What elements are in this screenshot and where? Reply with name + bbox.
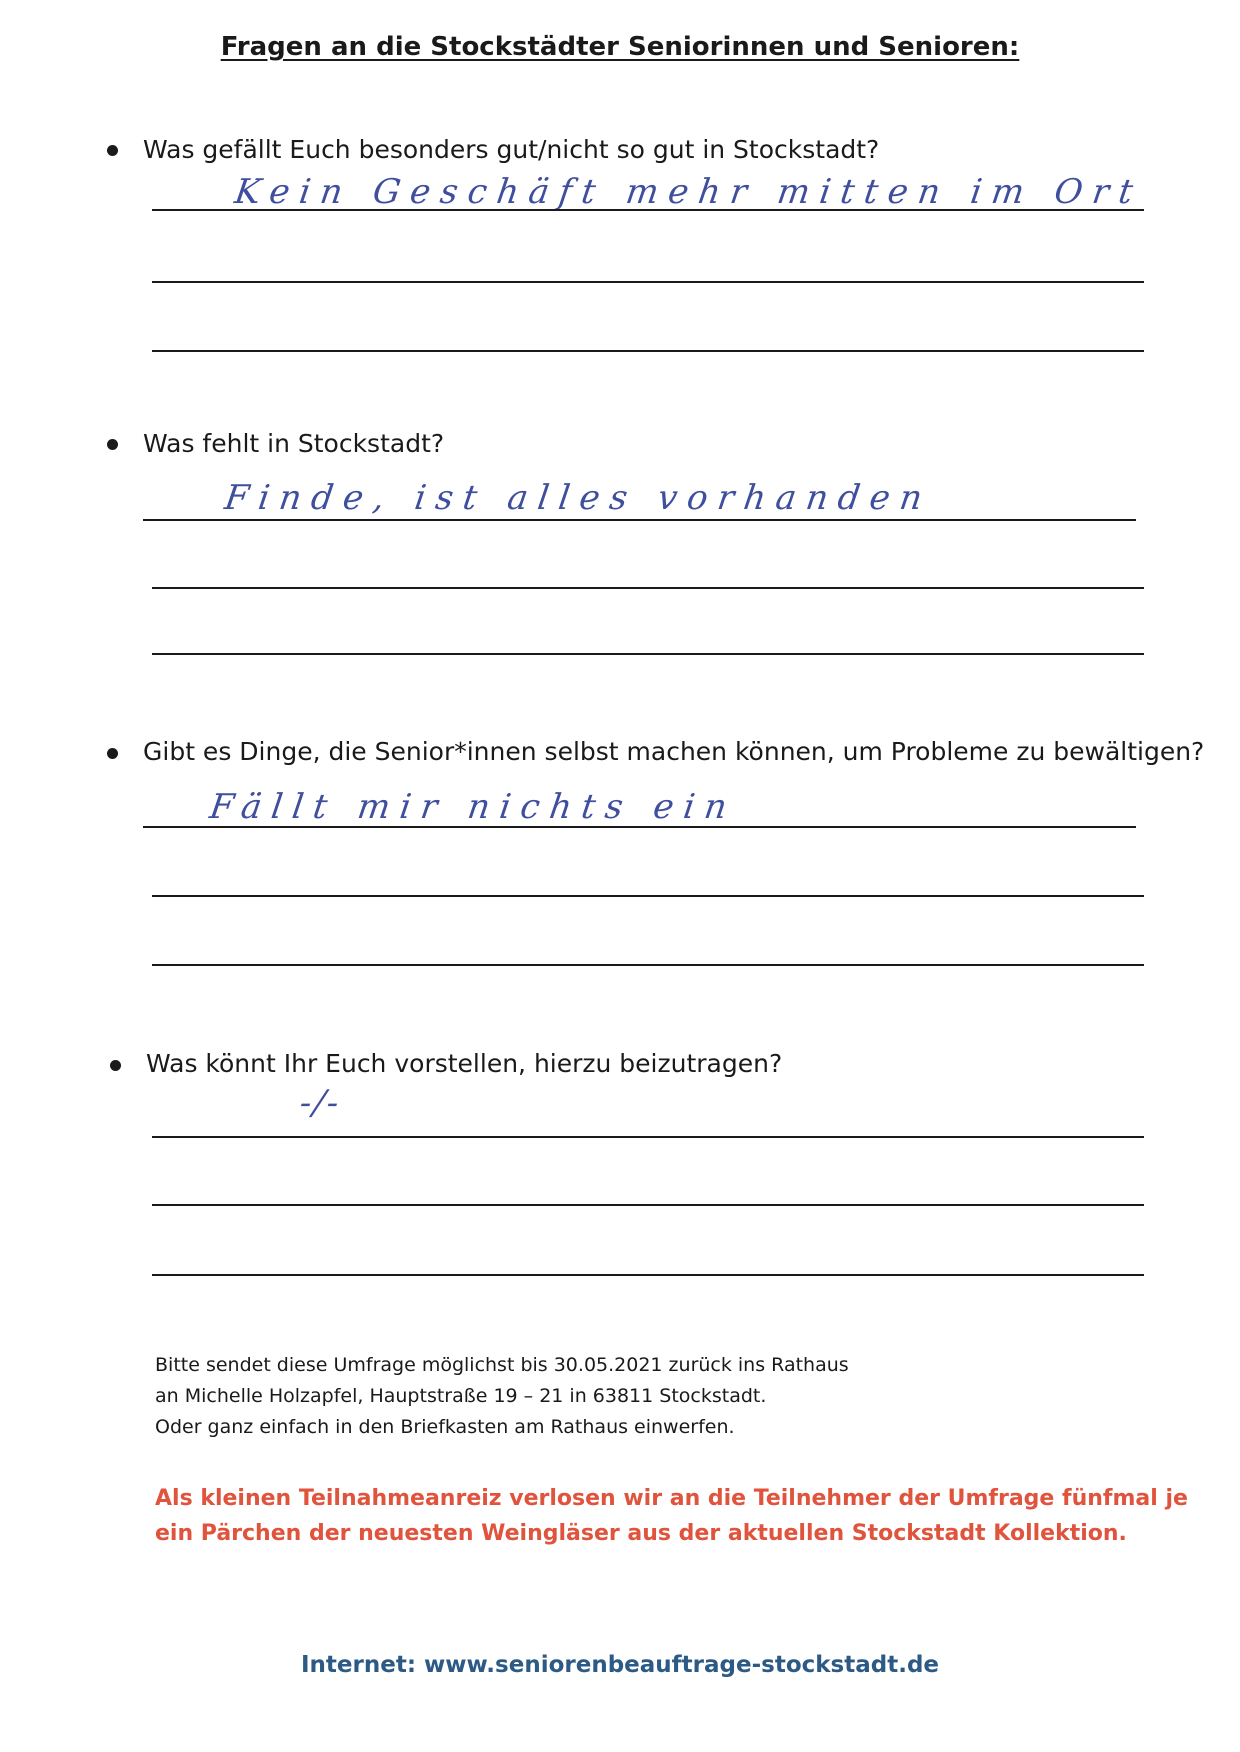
question-2: Was fehlt in Stockstadt? bbox=[143, 429, 445, 458]
question-3: Gibt es Dinge, die Senior*innen selbst machen können, um Probleme zu bewältigen? bbox=[143, 737, 1205, 766]
instruction-line-3: Oder ganz einfach in den Briefkasten am Rathaus einwerfen. bbox=[155, 1416, 735, 1438]
answer-line bbox=[152, 895, 1144, 897]
answer-3: Fällt mir nichts ein bbox=[207, 787, 740, 827]
answer-4: -/- bbox=[297, 1083, 344, 1123]
question-4: Was könnt Ihr Euch vorstellen, hierzu beizutragen? bbox=[146, 1049, 783, 1078]
website-link[interactable]: Internet: www.seniorenbeauftrage-stockstadt.de bbox=[300, 1652, 940, 1678]
bullet-icon bbox=[107, 145, 118, 156]
answer-2: Finde, ist alles vorhanden bbox=[222, 478, 935, 518]
incentive-notice bbox=[155, 1481, 1188, 1551]
incentive-line-2: ein Pärchen der neuesten Weingläser aus der aktuellen Stockstadt Kollektion. bbox=[155, 1521, 1127, 1546]
answer-line bbox=[143, 826, 1136, 828]
instruction-line-2: an Michelle Holzapfel, Hauptstraße 19 – 21 in 63811 Stockstadt. bbox=[155, 1385, 767, 1407]
bullet-icon bbox=[107, 439, 118, 450]
answer-line bbox=[152, 350, 1144, 352]
question-1: Was gefällt Euch besonders gut/nicht so gut in Stockstadt? bbox=[143, 135, 880, 164]
answer-line bbox=[152, 1136, 1144, 1138]
incentive-line-1: Als kleinen Teilnahmeanreiz verlosen wir an die Teilnehmer der Umfrage fünfmal je bbox=[155, 1486, 1188, 1511]
answer-1: Kein Geschäft mehr mitten im Ort bbox=[232, 172, 1146, 212]
page-title: Fragen an die Stockstädter Seniorinnen und Senioren: bbox=[220, 32, 1020, 62]
return-instructions bbox=[155, 1350, 849, 1443]
answer-line bbox=[152, 653, 1144, 655]
bullet-icon bbox=[107, 748, 118, 759]
answer-line bbox=[152, 281, 1144, 283]
answer-line bbox=[152, 964, 1144, 966]
answer-line bbox=[143, 519, 1136, 521]
bullet-icon bbox=[110, 1060, 121, 1071]
answer-line bbox=[152, 1204, 1144, 1206]
instruction-line-1: Bitte sendet diese Umfrage möglichst bis 30.05.2021 zurück ins Rathaus bbox=[155, 1354, 849, 1376]
answer-line bbox=[152, 1274, 1144, 1276]
answer-line bbox=[152, 587, 1144, 589]
answer-line bbox=[152, 209, 1144, 211]
